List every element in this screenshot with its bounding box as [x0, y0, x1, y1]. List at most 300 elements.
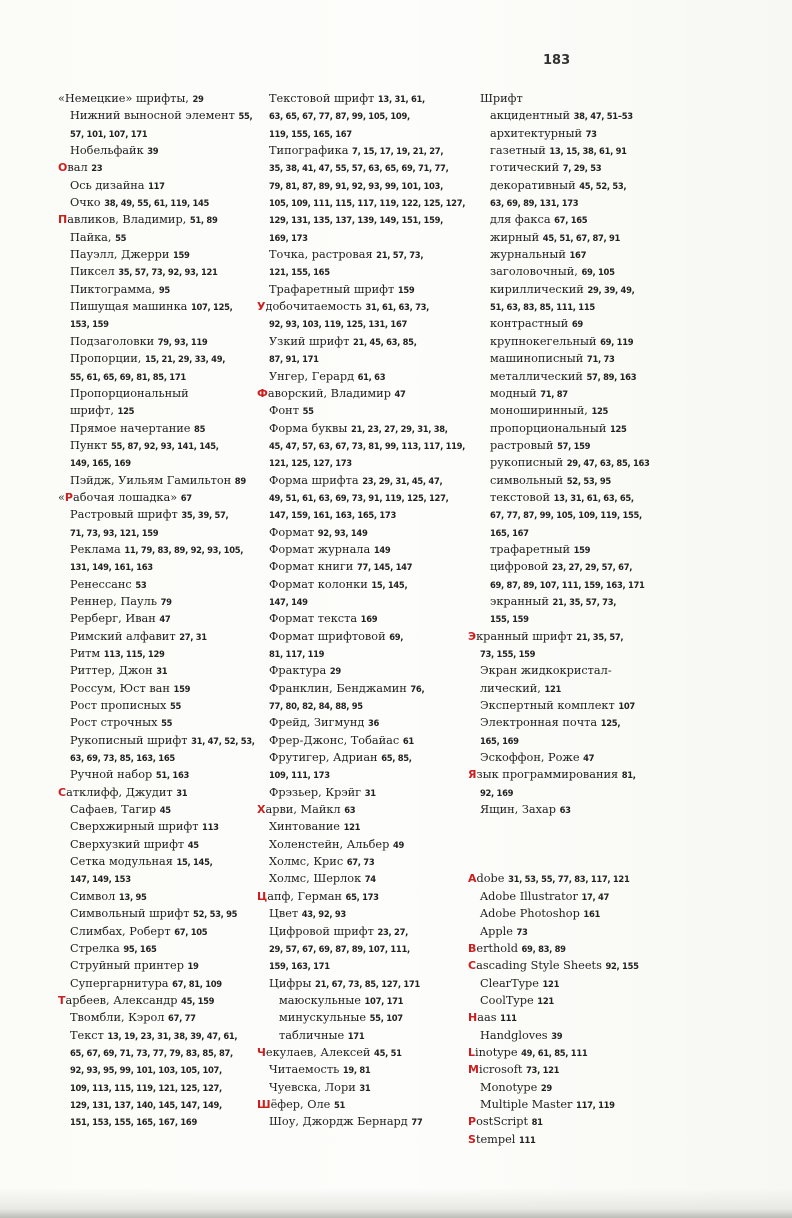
- index-pages: 69, 105: [581, 267, 615, 278]
- index-entry: [468, 211, 673, 228]
- index-term: aas: [477, 1011, 501, 1025]
- index-pages: 95: [158, 284, 170, 295]
- index-term: Цвет: [269, 907, 302, 921]
- index-pages: 57, 101, 107, 171: [70, 128, 148, 139]
- index-term: Реклама: [70, 542, 125, 556]
- index-entry: [257, 940, 462, 957]
- index-pages: 77: [411, 1117, 423, 1128]
- index-term: Точка, растровая: [269, 248, 377, 262]
- index-pages: 125: [117, 406, 135, 417]
- index-entry: [468, 1096, 673, 1113]
- index-entry: [257, 454, 462, 471]
- index-term: Фрер-Джонс, Тобайас: [269, 733, 403, 747]
- index-pages: 149, 165, 169: [70, 458, 131, 469]
- index-pages: 89: [234, 475, 246, 486]
- index-term: Франклин, Бенджамин: [269, 681, 411, 695]
- index-pages: 55, 61, 65, 69, 81, 85, 171: [70, 371, 186, 382]
- index-entry: [468, 610, 673, 627]
- page-bottom-shadow: [0, 1188, 792, 1218]
- index-pages: 52, 53, 95: [193, 909, 238, 920]
- index-letter: Я: [468, 768, 477, 782]
- index-column-2: [257, 90, 466, 1131]
- index-letter: Ц: [257, 889, 268, 903]
- index-term: Реннер, Пауль: [70, 594, 161, 608]
- index-spacer: [468, 818, 673, 835]
- index-entry: [468, 1131, 673, 1148]
- index-pages: 53: [135, 579, 147, 590]
- index-pages: 7, 29, 53: [562, 163, 602, 174]
- index-entry: [257, 524, 462, 541]
- index-term: ёфер, Оле: [270, 1097, 334, 1111]
- index-term: жирный: [490, 230, 543, 244]
- index-letter: H: [468, 1011, 478, 1025]
- index-pages: 15, 145,: [371, 579, 408, 590]
- index-entry: [58, 1096, 263, 1113]
- index-term: апф, Герман: [267, 889, 346, 903]
- index-pages: 165, 167: [490, 527, 529, 538]
- index-entry: [58, 766, 263, 783]
- index-entry: [58, 315, 263, 332]
- index-term: заголовочный,: [490, 265, 582, 279]
- index-pages: 147, 159, 161, 163, 165, 173: [269, 510, 396, 521]
- index-term: арви, Майкл: [265, 803, 345, 817]
- index-term: Формат книги: [269, 560, 357, 574]
- index-entry: [58, 1113, 263, 1130]
- index-entry: [257, 246, 462, 263]
- index-entry: [257, 870, 462, 887]
- index-entry: [58, 194, 263, 211]
- index-pages: 65, 85,: [381, 753, 412, 764]
- index-pages: 67, 105: [174, 926, 208, 937]
- index-term: erthold: [476, 941, 522, 955]
- index-entry: [468, 281, 673, 298]
- index-entry: [468, 350, 673, 367]
- index-entry: [468, 472, 673, 489]
- index-pages: 69: [571, 319, 583, 330]
- index-entry: [257, 1044, 462, 1061]
- index-pages: 147, 149, 153: [70, 874, 131, 885]
- index-letter: C: [468, 959, 477, 973]
- index-term: Multiple Master: [480, 1097, 577, 1111]
- index-pages: 31, 61, 63, 73,: [365, 302, 430, 313]
- index-pages: 65, 173: [345, 891, 379, 902]
- index-entry: [58, 506, 263, 523]
- index-entry: [257, 125, 462, 142]
- index-pages: 119, 155, 165, 167: [269, 128, 352, 139]
- index-pages: 36: [367, 718, 380, 729]
- index-term: Россум, Юст ван: [70, 681, 174, 695]
- index-pages: 92, 93, 95, 99, 101, 103, 105, 107,: [70, 1065, 222, 1076]
- index-letter: С: [58, 785, 67, 799]
- index-pages: 121: [542, 978, 560, 989]
- index-term: Очко: [70, 196, 105, 210]
- index-entry: [58, 714, 263, 731]
- index-term: Ренессанс: [70, 577, 136, 591]
- index-pages: 39: [551, 1030, 563, 1041]
- index-term: Шоу, Джордж Бернард: [269, 1115, 412, 1129]
- index-entry: [58, 298, 266, 315]
- index-entry: [468, 90, 673, 107]
- index-entry: [468, 229, 673, 246]
- index-pages: 15, 21, 29, 33, 49,: [144, 354, 226, 365]
- index-pages: 71, 73, 93, 121, 159: [70, 527, 159, 538]
- index-term: Унгер, Герард: [269, 369, 358, 383]
- index-entry: [468, 125, 673, 142]
- index-term: Фрутигер, Адриан: [269, 751, 382, 765]
- index-term: для факса: [490, 213, 555, 227]
- index-pages: 31, 47, 52, 53,: [191, 735, 255, 746]
- index-column-3: [468, 90, 673, 1148]
- index-term: Ритм: [70, 647, 104, 660]
- index-entry: [468, 749, 673, 766]
- index-term: Подзаголовки: [70, 334, 158, 348]
- index-letter: A: [468, 872, 477, 886]
- index-term: крупнокегельный: [490, 334, 601, 348]
- index-letter: Ф: [257, 386, 268, 400]
- index-entry: [257, 749, 462, 766]
- index-pages: 39: [147, 146, 159, 157]
- index-term: цифровой: [490, 560, 552, 574]
- index-letter: Р: [64, 490, 73, 504]
- index-pages: 13, 95: [118, 891, 147, 902]
- index-entry: [257, 905, 462, 922]
- index-term: Пауэлл, Джерри: [70, 248, 173, 262]
- index-pages: 55: [115, 232, 127, 243]
- index-pages: 27, 31: [179, 631, 207, 642]
- index-pages: 55: [302, 406, 314, 417]
- index-pages: 21, 35, 57, 73,: [552, 596, 617, 607]
- index-pages: 121: [544, 683, 562, 694]
- index-pages: 113, 115, 129: [103, 649, 165, 659]
- index-term: Рост строчных: [70, 716, 162, 730]
- index-pages: 76,: [410, 683, 425, 694]
- index-term: Формат колонки: [269, 577, 372, 591]
- index-term: Цифровой шрифт: [269, 924, 378, 938]
- index-entry: [468, 489, 673, 506]
- index-pages: 55, 87, 92, 93, 141, 145,: [110, 440, 219, 451]
- index-pages: 159, 163, 171: [269, 961, 330, 972]
- index-term: контрастный: [490, 317, 572, 331]
- index-pages: 105, 109, 111, 115, 117, 119, 122, 125, 127,: [269, 198, 466, 209]
- index-pages: 31, 53, 55, 77, 83, 117, 121: [508, 874, 630, 885]
- index-pages: 113: [202, 822, 219, 833]
- index-entry: [58, 853, 263, 870]
- index-term: Пиксел: [70, 265, 119, 279]
- index-pages: 47: [159, 614, 171, 625]
- index-term: CoolType: [480, 993, 538, 1007]
- index-term: Символьный шрифт: [70, 907, 194, 921]
- index-pages: 61, 63: [357, 371, 386, 382]
- index-entry: [58, 784, 263, 801]
- index-entry: [58, 211, 263, 228]
- index-letter: О: [58, 161, 68, 175]
- index-entry: [468, 1061, 673, 1078]
- index-pages: 49, 61, 85, 111: [521, 1047, 588, 1058]
- index-entry: [468, 315, 673, 332]
- index-pages: 92, 93, 103, 119, 125, 131, 167: [269, 319, 408, 330]
- index-term: Нобельфайк: [70, 144, 148, 158]
- index-entry: [58, 541, 263, 558]
- index-term: Рукописный шрифт: [70, 733, 192, 747]
- index-pages: 155, 159: [490, 614, 529, 625]
- index-entry: [468, 714, 673, 731]
- index-pages: 63, 69, 73, 85, 163, 165: [70, 753, 175, 764]
- index-pages: 31: [176, 787, 188, 798]
- index-pages: 73, 155, 159: [480, 649, 536, 659]
- index-entry: [468, 298, 673, 315]
- index-pages: 121, 155, 165: [269, 267, 330, 278]
- index-term: Сафаев, Тагир: [70, 803, 160, 817]
- index-term: Римский алфавит: [70, 629, 180, 643]
- index-entry: [257, 333, 462, 350]
- index-pages: 21, 57, 73,: [376, 250, 424, 261]
- index-term: «Немецкие» шрифты,: [58, 92, 193, 105]
- index-pages: 43, 92, 93: [301, 909, 346, 920]
- index-pages: 167: [569, 250, 587, 261]
- index-pages: 125: [609, 423, 627, 434]
- index-pages: 67: [180, 492, 192, 503]
- index-letter: Т: [58, 993, 66, 1007]
- index-term: Струйный принтер: [70, 959, 188, 973]
- index-pages: 23, 27,: [377, 926, 408, 937]
- index-term: inotype: [475, 1045, 522, 1059]
- index-pages: 7, 15, 17, 19, 21, 27,: [352, 146, 444, 157]
- index-entry: [58, 472, 263, 489]
- index-entry: [468, 593, 673, 610]
- index-entry: [468, 957, 673, 974]
- index-pages: 21, 45, 63, 85,: [352, 336, 417, 347]
- index-pages: 77, 80, 82, 84, 88, 95: [269, 701, 363, 712]
- index-pages: 65, 67, 69, 71, 73, 77, 79, 83, 85, 87,: [70, 1047, 233, 1058]
- index-pages: 111: [500, 1013, 517, 1024]
- index-pages: 29: [329, 666, 341, 677]
- index-pages: 29: [540, 1082, 552, 1093]
- index-letter: П: [58, 213, 68, 227]
- index-term: Сверхжирный шрифт: [70, 820, 203, 834]
- index-entry: [468, 368, 673, 385]
- index-entry: [468, 870, 673, 887]
- index-pages: 69, 87, 89, 107, 111, 159, 163, 171: [490, 579, 645, 590]
- index-entry: [257, 437, 466, 454]
- index-term: авликов, Владимир,: [67, 213, 190, 227]
- index-term: tempel: [475, 1132, 519, 1146]
- index-entry: [58, 905, 263, 922]
- index-entry: [58, 992, 263, 1009]
- index-letter: S: [468, 1132, 476, 1146]
- index-pages: 61: [402, 735, 414, 746]
- index-pages: 67, 77: [168, 1013, 196, 1024]
- index-entry: [257, 784, 462, 801]
- index-entry: [257, 489, 462, 506]
- index-entry: [58, 801, 266, 818]
- index-entry: [58, 680, 263, 697]
- index-term: Пайка,: [70, 230, 116, 244]
- index-entry: [468, 524, 673, 541]
- index-pages: 73: [516, 926, 528, 937]
- index-term: Экран жидкокристал-: [480, 664, 612, 678]
- index-entry: [468, 194, 673, 211]
- index-pages: 45, 159: [181, 995, 215, 1006]
- index-entry: [468, 975, 673, 992]
- index-entry: [58, 975, 263, 992]
- index-entry: [58, 524, 263, 541]
- index-pages: 165, 169: [480, 735, 519, 746]
- index-term: Риттер, Джон: [70, 664, 157, 678]
- index-pages: 67, 81, 109: [172, 978, 222, 989]
- index-pages: 171: [347, 1030, 365, 1041]
- index-letter: L: [468, 1045, 476, 1059]
- index-entry: [257, 229, 462, 246]
- index-term: Ящин, Захар: [480, 803, 560, 817]
- index-pages: 23: [91, 163, 103, 174]
- index-entry: [468, 107, 673, 124]
- index-pages: 92, 169: [480, 787, 514, 798]
- index-term: Эскоффон, Роже: [480, 751, 584, 765]
- index-term: Форма буквы: [269, 421, 351, 435]
- index-pages: 159: [573, 544, 591, 555]
- index-term: Сверхузкий шрифт: [70, 837, 188, 851]
- index-entry: [257, 801, 462, 818]
- index-entry: [58, 1009, 263, 1026]
- index-entry: [468, 766, 673, 783]
- index-entry: [257, 211, 462, 228]
- index-pages: 67, 77, 87, 99, 105, 109, 119, 155,: [490, 510, 642, 521]
- index-entry: [257, 593, 462, 610]
- index-entry: [58, 454, 263, 471]
- index-entry: [468, 454, 673, 471]
- index-pages: 121: [537, 995, 554, 1006]
- index-entry: [468, 576, 673, 593]
- index-entry: [257, 628, 462, 645]
- index-pages: 74: [364, 874, 376, 885]
- index-entry: [257, 645, 462, 662]
- index-pages: 13, 15, 38, 61, 91: [549, 146, 627, 157]
- index-term: текстовой: [490, 490, 554, 504]
- index-term: шрифт,: [70, 404, 118, 418]
- index-pages: 29, 57, 67, 69, 87, 89, 107, 111,: [269, 943, 410, 954]
- index-entry: [257, 558, 462, 575]
- index-term: абочая лошадка»: [72, 490, 181, 504]
- index-entry: [257, 281, 462, 298]
- index-term: готический: [490, 161, 563, 175]
- index-entry: [468, 1079, 673, 1096]
- index-entry: [58, 177, 263, 194]
- index-pages: 67, 73: [346, 857, 375, 868]
- index-letter: Х: [257, 803, 266, 817]
- index-pages: 35, 38, 41, 47, 55, 57, 63, 65, 69, 71, 77,: [269, 163, 449, 174]
- index-pages: 69, 83, 89: [521, 943, 566, 954]
- index-pages: 149: [373, 544, 391, 555]
- index-entry: [58, 870, 263, 887]
- index-entry: [58, 645, 263, 662]
- index-entry: [257, 732, 462, 749]
- index-term: атклифф, Джудит: [66, 785, 177, 799]
- index-pages: 31: [156, 666, 168, 677]
- index-entry: [257, 697, 462, 714]
- index-pages: 153, 159: [70, 319, 109, 330]
- index-pages: 92, 155: [605, 961, 639, 972]
- index-term: Adobe Illustrator: [480, 889, 582, 903]
- index-term: кириллический: [490, 282, 588, 296]
- index-letter: M: [468, 1063, 479, 1077]
- index-pages: 55: [161, 718, 173, 729]
- index-entry: [257, 923, 462, 940]
- index-pages: 81: [531, 1117, 543, 1128]
- index-entry: [257, 766, 462, 783]
- index-term: аворский, Владимир: [267, 386, 395, 400]
- index-term: кранный шрифт: [476, 629, 577, 643]
- index-pages: 87, 91, 171: [269, 354, 319, 365]
- index-term: Apple: [480, 924, 517, 938]
- index-entry: [468, 1027, 673, 1044]
- index-pages: 29: [192, 94, 204, 104]
- index-term: Пиктограмма,: [70, 282, 159, 296]
- index-entry: [58, 281, 263, 298]
- index-letter: У: [257, 300, 266, 314]
- index-term: Monotype: [480, 1080, 541, 1094]
- index-pages: 151, 153, 155, 165, 167, 169: [70, 1117, 197, 1128]
- index-entry: [58, 402, 263, 419]
- index-letter: Ш: [257, 1097, 271, 1111]
- index-term: растровый: [490, 438, 558, 452]
- index-pages: 69,: [389, 631, 404, 642]
- index-term: Прямое начертание: [70, 421, 195, 435]
- index-pages: 71, 87: [540, 388, 568, 399]
- index-term: Типографика: [269, 144, 353, 158]
- index-pages: 81,: [621, 770, 636, 781]
- index-entry: [58, 593, 263, 610]
- index-prefix: «: [58, 490, 65, 504]
- index-term: Пишущая машинка: [70, 300, 191, 314]
- index-term: ascading Style Sheets: [476, 959, 606, 973]
- index-pages: 77, 145, 147: [356, 562, 413, 573]
- index-term: маюскульные: [279, 993, 365, 1007]
- index-term: Твомбли, Кэрол: [70, 1011, 169, 1025]
- index-entry: [257, 836, 462, 853]
- index-letter: B: [468, 941, 477, 955]
- index-entry: [58, 489, 263, 506]
- index-entry: [257, 368, 462, 385]
- index-term: газетный: [490, 144, 550, 158]
- index-pages: 51, 163: [155, 770, 189, 781]
- index-entry: [257, 714, 462, 731]
- index-pages: 21, 23, 27, 29, 31, 38,: [350, 423, 448, 434]
- index-pages: 63: [344, 805, 356, 816]
- index-entry: [58, 662, 263, 679]
- index-pages: 161: [583, 909, 601, 920]
- index-pages: 63: [559, 805, 571, 816]
- index-term: Handgloves: [480, 1028, 552, 1042]
- index-entry: [257, 576, 462, 593]
- index-pages: 19, 81: [342, 1065, 371, 1076]
- index-term: Текстовой шрифт: [269, 92, 378, 105]
- index-entry: [468, 784, 673, 801]
- index-pages: 109, 113, 115, 119, 121, 125, 127,: [70, 1082, 222, 1093]
- index-term: dobe: [476, 872, 509, 886]
- index-entry: [58, 1027, 263, 1044]
- index-entry: [257, 159, 462, 176]
- index-term: ostScript: [476, 1115, 532, 1129]
- index-pages: 11, 79, 83, 89, 92, 93, 105,: [124, 544, 244, 555]
- index-pages: 31: [359, 1082, 371, 1093]
- index-pages: 125,: [600, 718, 621, 729]
- index-letter: P: [468, 1115, 477, 1129]
- index-pages: 47: [583, 753, 595, 764]
- index-pages: 19: [187, 961, 199, 972]
- index-term: символьный: [490, 473, 567, 487]
- index-pages: 107, 125,: [190, 302, 233, 313]
- index-entry: [257, 957, 462, 974]
